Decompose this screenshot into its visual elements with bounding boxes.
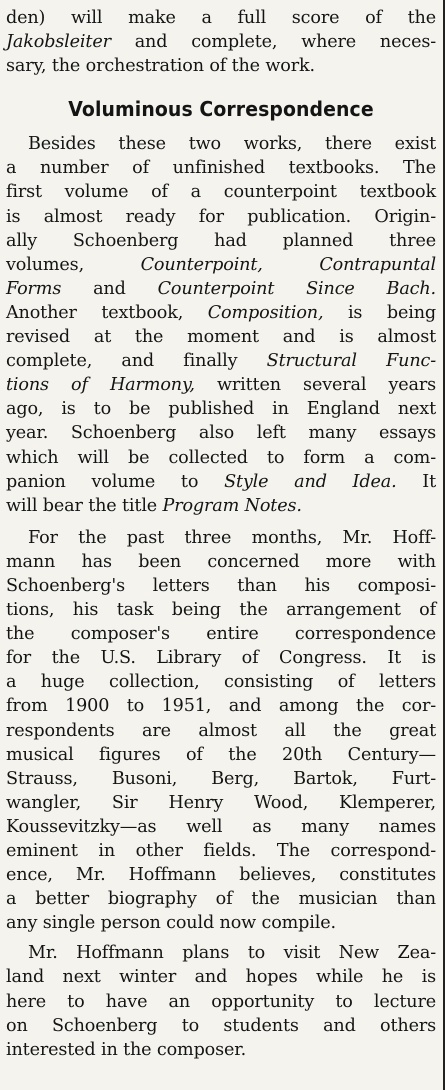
text-run: which will be collected to form a com-	[6, 447, 436, 468]
text-line	[6, 1014, 436, 1038]
text-line	[6, 965, 436, 989]
text-run: For the past three months, Mr. Hoff-	[28, 527, 436, 548]
text-run: year. Schoenberg also left many essays	[6, 423, 436, 444]
text-run: wangler, Sir Henry Wood, Klemperer,	[6, 792, 436, 813]
text-run: complete, and finally	[6, 351, 267, 372]
text-run: written several years	[194, 375, 436, 396]
text-run: musical figures of the 20th Century—	[6, 744, 436, 765]
text-run: Mr. Hoffmann plans to visit New Zea-	[28, 943, 436, 964]
text-line	[6, 526, 436, 550]
text-run: any single person could now compile.	[6, 913, 336, 934]
text-run: respondents are almost all the great	[6, 720, 436, 741]
text-line	[6, 839, 436, 863]
text-line	[6, 253, 436, 277]
paragraph-visit	[6, 941, 436, 1061]
text-run: tions, his task being the arrangement of	[6, 600, 436, 621]
text-run: the composer's entire correspondence	[6, 624, 436, 645]
text-line	[6, 325, 436, 349]
text-run: ence, Mr. Hoffmann believes, constitutes	[6, 865, 436, 886]
text-line	[6, 550, 436, 574]
text-run: land next winter and hopes while he is	[6, 967, 436, 988]
text-run: panion volume to	[6, 471, 225, 492]
text-line	[6, 1038, 436, 1062]
text-run: on Schoenberg to students and others	[6, 1015, 436, 1036]
text-line	[6, 156, 436, 180]
text-line	[6, 373, 436, 397]
text-line	[6, 646, 436, 670]
italic-title-text: Counterpoint,	[140, 254, 263, 275]
text-line	[6, 887, 436, 911]
text-run: will bear the title	[6, 495, 163, 516]
text-line	[6, 397, 436, 421]
text-run: Besides these two works, there exist	[28, 134, 436, 155]
paragraph-correspondence	[6, 526, 436, 936]
italic-title-text: Structural Func-	[266, 351, 436, 372]
italic-title-text: Forms	[6, 278, 62, 299]
text-line	[6, 990, 436, 1014]
text-line	[6, 694, 436, 718]
text-line	[6, 30, 436, 54]
text-line	[6, 598, 436, 622]
text-run: for the U.S. Library of Congress. It is	[6, 648, 436, 669]
italic-title-text: Jakobsleiter	[6, 32, 111, 53]
text-line	[6, 470, 436, 494]
text-line	[6, 767, 436, 791]
text-run	[263, 255, 320, 275]
text-run: sary, the orchestration of the work.	[6, 56, 315, 77]
text-line	[6, 719, 436, 743]
italic-title-text: tions of Harmony,	[6, 375, 195, 396]
text-line	[6, 815, 436, 839]
italic-title-text: Style and Idea.	[224, 471, 397, 492]
text-run: a huge collection, consisting of letters	[6, 672, 436, 693]
article-column	[6, 6, 436, 1062]
text-run: and complete, where neces-	[110, 32, 436, 53]
text-run: ago, is to be published in England next	[6, 399, 436, 420]
text-run: is almost ready for publication. Origin-	[6, 206, 436, 227]
text-line	[6, 911, 436, 935]
text-run: a better biography of the musician than	[6, 889, 436, 910]
text-run: mann has been concerned more with	[6, 551, 436, 572]
text-line	[6, 421, 436, 445]
italic-title-text: Composition,	[207, 302, 324, 323]
text-line	[6, 180, 436, 204]
text-run: interested in the composer.	[6, 1039, 247, 1060]
text-line	[6, 941, 436, 965]
text-line	[6, 54, 436, 78]
italic-title-text: Contrapuntal	[319, 254, 436, 275]
text-line	[6, 622, 436, 646]
text-run: and	[61, 278, 158, 299]
text-line	[6, 349, 436, 373]
text-run: ally Schoenberg had planned three	[6, 230, 436, 251]
text-run: den) will make a full score of the	[6, 8, 436, 28]
text-run: is being	[323, 302, 437, 323]
text-line	[6, 229, 436, 253]
italic-title-text: Counterpoint Since Bach.	[157, 278, 436, 299]
text-line	[6, 670, 436, 694]
text-line	[6, 446, 436, 470]
text-run: Schoenberg's letters than his composi-	[6, 575, 436, 596]
text-line	[6, 277, 436, 301]
text-line	[6, 863, 436, 887]
text-run: here to have an opportunity to lecture	[6, 991, 436, 1012]
text-line	[6, 574, 436, 598]
text-run: Strauss, Busoni, Berg, Bartok, Furt-	[6, 768, 436, 789]
italic-title-text: Program Notes.	[162, 495, 302, 516]
text-run: eminent in other fields. The correspond-	[6, 841, 436, 861]
text-run: Koussevitzky—as well as many names	[6, 816, 436, 837]
text-run: Another textbook,	[6, 302, 208, 323]
text-run: volumes,	[6, 254, 141, 275]
text-line	[6, 301, 436, 325]
continuation-paragraph	[6, 6, 436, 78]
text-line	[6, 205, 436, 229]
text-run: It	[396, 471, 437, 492]
text-run: from 1900 to 1951, and among the cor-	[6, 696, 436, 717]
text-line	[6, 6, 436, 30]
text-line	[6, 743, 436, 767]
text-line	[6, 132, 436, 156]
text-run: first volume of a counterpoint textbook	[6, 182, 436, 203]
text-run: revised at the moment and is almost	[6, 327, 436, 348]
section-heading: Voluminous Correspondence	[68, 97, 374, 122]
paragraph-textbooks	[6, 132, 436, 518]
text-line	[6, 791, 436, 815]
text-line	[6, 494, 436, 518]
text-run: a number of unfinished textbooks. The	[6, 158, 436, 179]
